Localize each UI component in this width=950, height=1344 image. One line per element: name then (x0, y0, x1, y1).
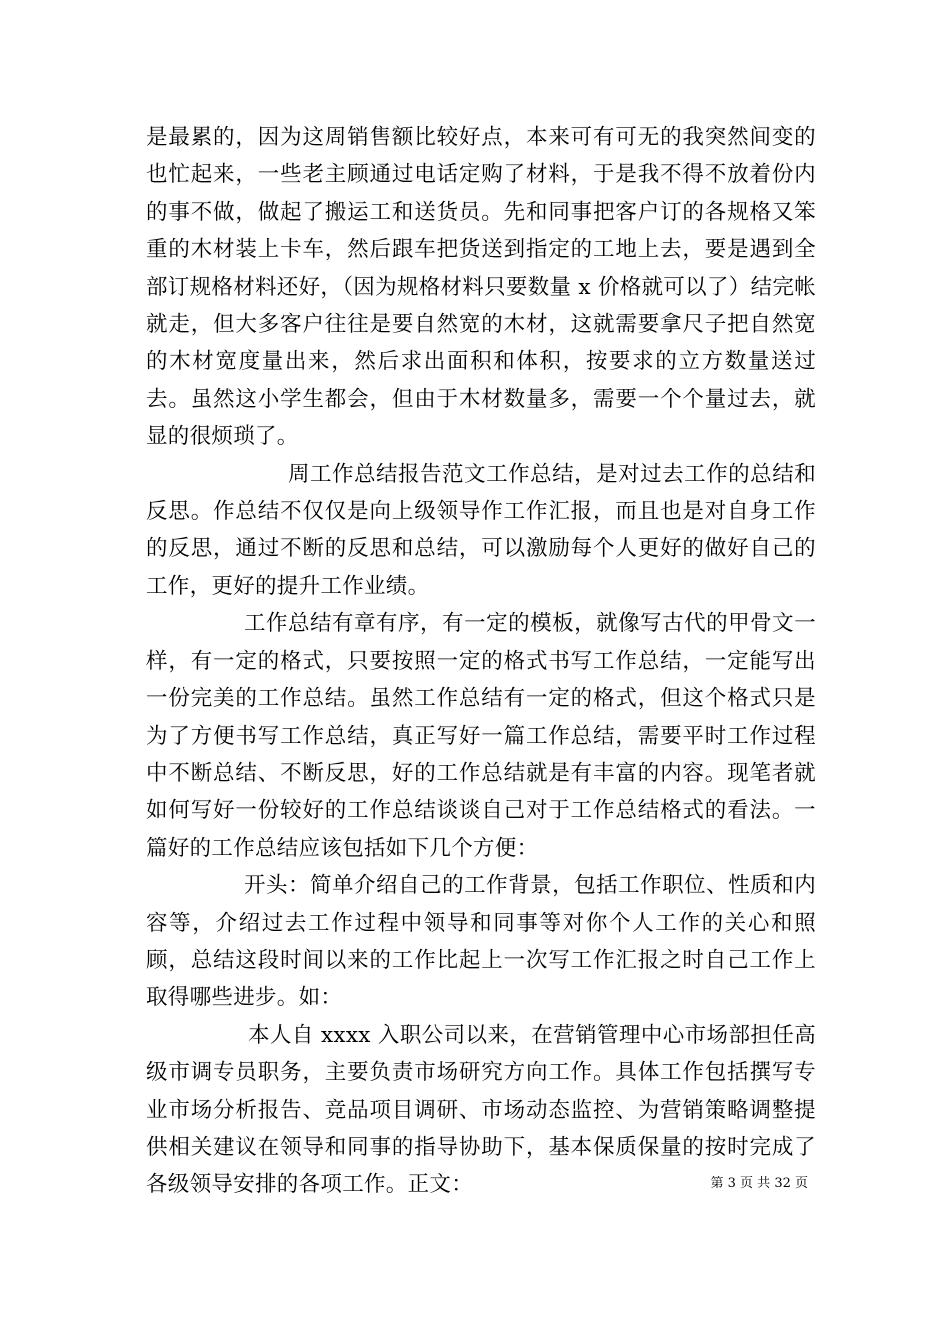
paragraph-example: 本人自 xxxx 入职公司以来，在营销管理中心市场部担任高级市调专员职务，主要负责市场研究方向工作。具体工作包括撰写专业市场分析报告、竞品项目调研、市场动态监控、为营销策略调整提供相关建议在领导和同事的指导协助下，基本保质保量的按时完成了各级领导安排的各项工作。正文： (146, 1022, 816, 1198)
paragraph-continuation: 是最累的，因为这周销售额比较好点，本来可有可无的我突然间变的也忙起来，一些老主顾通过电话定购了材料，于是我不得不放着份内的事不做，做起了搬运工和送货员。先和同事把客户订的各规格又笨重的木材装上卡车，然后跟车把货送到指定的工地上去，要是遇到全部订规格材料还好，（因为规格材料只要数量 x 价格就可以了）结完帐就走，但大多客户往往是要自然宽的木材，这就需要拿尺子把自然宽的木材宽度量出来，然后求出面积和体积，按要求的立方数量送过去。虽然这小学生都会，但由于木材数量多，需要一个个量过去，就显的很烦琐了。 (146, 125, 816, 450)
paragraph-format: 工作总结有章有序，有一定的模板，就像写古代的甲骨文一样，有一定的格式，只要按照一定的格式书写工作总结，一定能写出一份完美的工作总结。虽然工作总结有一定的格式，但这个格式只是为了方便书写工作总结，真正写好一篇工作总结，需要平时工作过程中不断总结、不断反思，好的工作总结就是有丰富的内容。现笔者就如何写好一份较好的工作总结谈谈自己对于工作总结格式的看法。一篇好的工作总结应该包括如下几个方便： (146, 611, 816, 861)
document-body (146, 119, 816, 1204)
paragraph-intro: 周工作总结报告范文工作总结，是对过去工作的总结和反思。作总结不仅仅是向上级领导作工作汇报，而且也是对自身工作的反思，通过不断的反思和总结，可以激励每个人更好的做好自己的工作，更好的提升工作业绩。 (146, 461, 816, 599)
page-number-footer: 第 3 页 共 32 页 (710, 1176, 808, 1191)
paragraph-opening: 开头：简单介绍自己的工作背景，包括工作职位、性质和内容等，介绍过去工作过程中领导和同事等对你个人工作的关心和照顾，总结这段时间以来的工作比起上一次写工作汇报之时自己工作上取得哪些进步。如： (146, 873, 816, 1011)
